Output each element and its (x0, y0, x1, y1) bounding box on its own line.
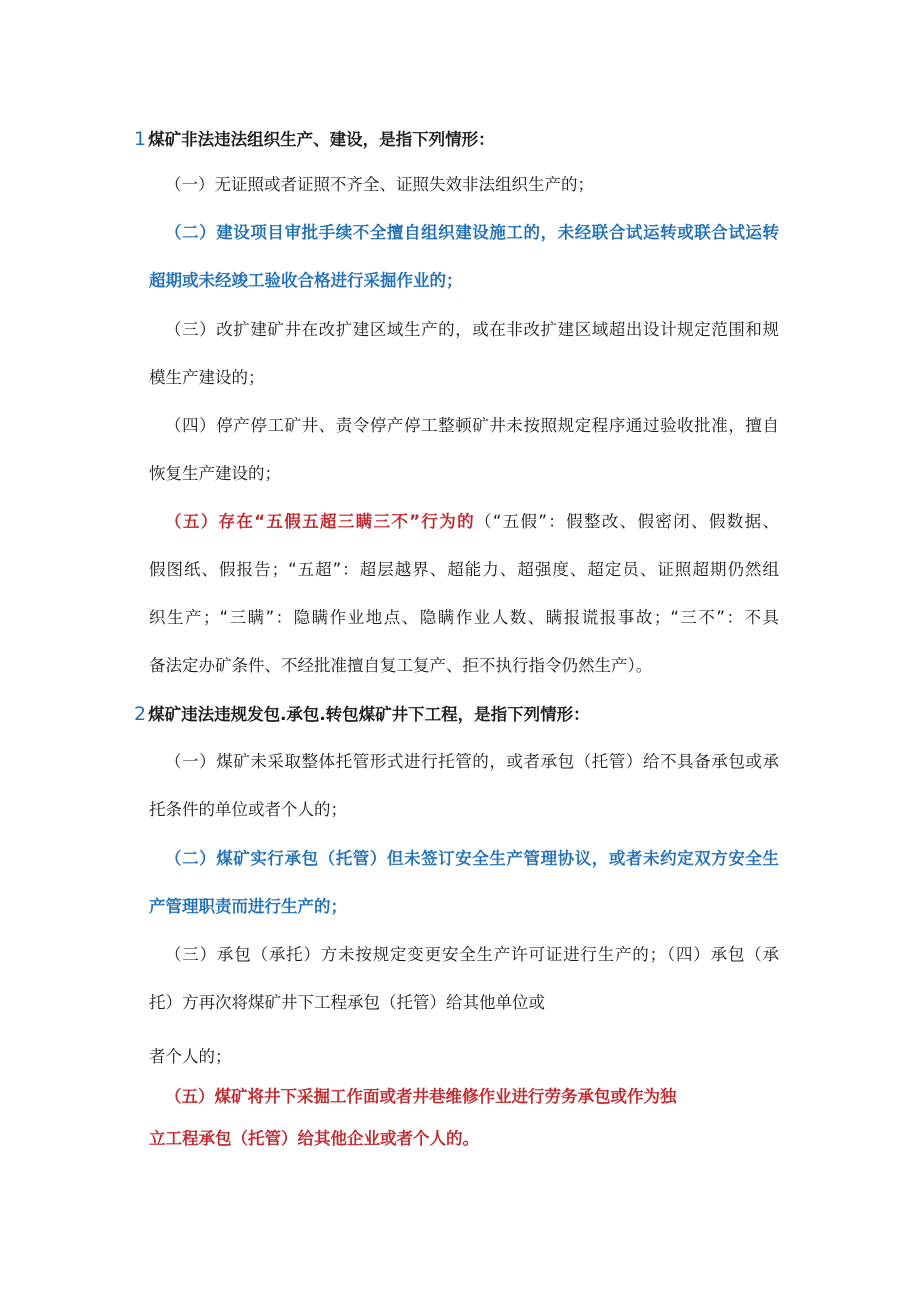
s2-item-2-line-2: 产管理职责而进行生产的； (149, 897, 347, 916)
s1-item-4-line-1: （四）停产停工矿井、责令停产停工整顿矿井未按照规定程序通过验收批准，擅自 (165, 416, 779, 435)
s1-item-5-highlight: （五）存在“五假五超三瞒三不”行为的 (165, 512, 475, 531)
s1-item-3-line-1: （三）改扩建矿井在改扩建区域生产的，或在非改扩建区域超出设计规定范围和规 (165, 320, 779, 339)
s1-item-5-line-3: 织生产；“三瞒”：隐瞒作业地点、隐瞒作业人数、瞒报谎报事故；“三不”：不具 (149, 608, 779, 627)
s1-item-5-line-2: 假图纸、假报告；“五超”：超层越界、超能力、超强度、超定员、证照超期仍然组 (149, 560, 779, 579)
section-1-number: 1 (134, 128, 147, 150)
s2-item-5-line-2: 立工程承包（托管）给其他企业或者个人的。 (149, 1129, 479, 1148)
s1-item-1: （一）无证照或者证照不齐全、证照失效非法组织生产的； (165, 175, 594, 194)
s1-item-2-line-2: 超期或未经竣工验收合格进行采掘作业的； (149, 271, 463, 290)
s2-item-3-line-3: 者个人的； (149, 1047, 232, 1066)
section-2-heading-text: 煤矿违法违规发包.承包.转包煤矿井下工程，是指下列情形： (148, 705, 590, 724)
s2-item-3-line-1: （三）承包（承托）方未按规定变更安全生产许可证进行生产的；（四）承包（承 (165, 945, 779, 964)
s1-item-5-rest: （“五假”：假整改、假密闭、假数据、 (474, 512, 779, 531)
section-1-heading-text: 煤矿非法违法组织生产、建设，是指下列情形： (148, 130, 495, 149)
s1-item-2-line-1: （二）建设项目审批手续不全擅自组织建设施工的，未经联合试运转或联合试运转 (165, 223, 779, 242)
s2-item-3-line-2: 托）方再次将煤矿井下工程承包（托管）给其他单位或 (149, 993, 545, 1012)
s2-item-1-line-2: 托条件的单位或者个人的； (149, 800, 347, 819)
s1-item-5-line-1 (165, 510, 779, 534)
s1-item-3-line-2: 模生产建设的； (149, 368, 265, 387)
s1-item-5-line-4: 备法定办矿条件、不经批准擅自复工复产、拒不执行指令仍然生产）。 (149, 656, 653, 675)
section-1-heading (134, 127, 495, 152)
s2-item-5-line-1: （五）煤矿将井下采掘工作面或者井巷维修作业进行劳务承包或作为独 (165, 1087, 677, 1106)
s2-item-1-line-1: （一）煤矿未采取整体托管形式进行托管的，或者承包（托管）给不具备承包或承 (165, 752, 779, 771)
s2-item-2-line-1: （二）煤矿实行承包（托管）但未签订安全生产管理协议，或者未约定双方安全生 (165, 849, 779, 868)
section-2-number: 2 (134, 703, 147, 725)
s1-item-4-line-2: 恢复生产建设的； (149, 464, 281, 483)
section-2-heading (134, 702, 590, 727)
